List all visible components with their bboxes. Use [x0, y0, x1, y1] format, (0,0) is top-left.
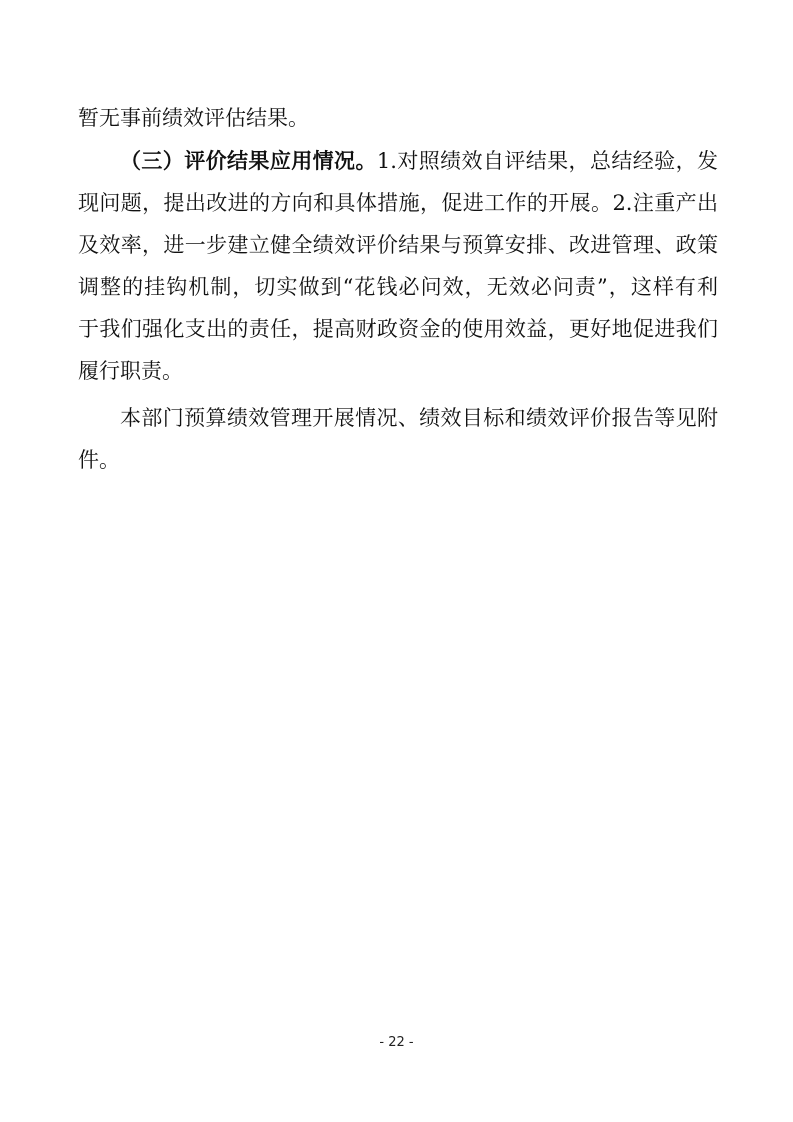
- paragraph-1-line-1: 暂无事前绩效评估结果。: [78, 106, 309, 130]
- paragraph-2-line-5: 于我们强化支出的责任，提高财政资金的使用效益，更好地促进我们: [78, 317, 718, 341]
- paragraph-2-line-1-text: 1.对照绩效自评结果，总结经验，发: [376, 149, 718, 173]
- paragraph-2-line-1: [120, 147, 718, 175]
- paragraph-2-line-3: 及效率，进一步建立健全绩效评价结果与预算安排、改进管理、政策: [78, 233, 718, 257]
- page-number: - 22 -: [379, 1035, 414, 1050]
- paragraph-3-line-2: 件。: [78, 448, 120, 472]
- paragraph-3-line-1: 本部门预算绩效管理开展情况、绩效目标和绩效评价报告等见附: [120, 406, 718, 430]
- paragraph-2-line-2: 现问题，提出改进的方向和具体措施，促进工作的开展。2.注重产出: [78, 191, 718, 215]
- paragraph-2-line-4: 调整的挂钩机制，切实做到“花钱必问效，无效必问责”，这样有利: [78, 275, 718, 299]
- section-heading: （三）评价结果应用情况。: [120, 148, 377, 173]
- paragraph-2-line-6: 履行职责。: [78, 359, 183, 383]
